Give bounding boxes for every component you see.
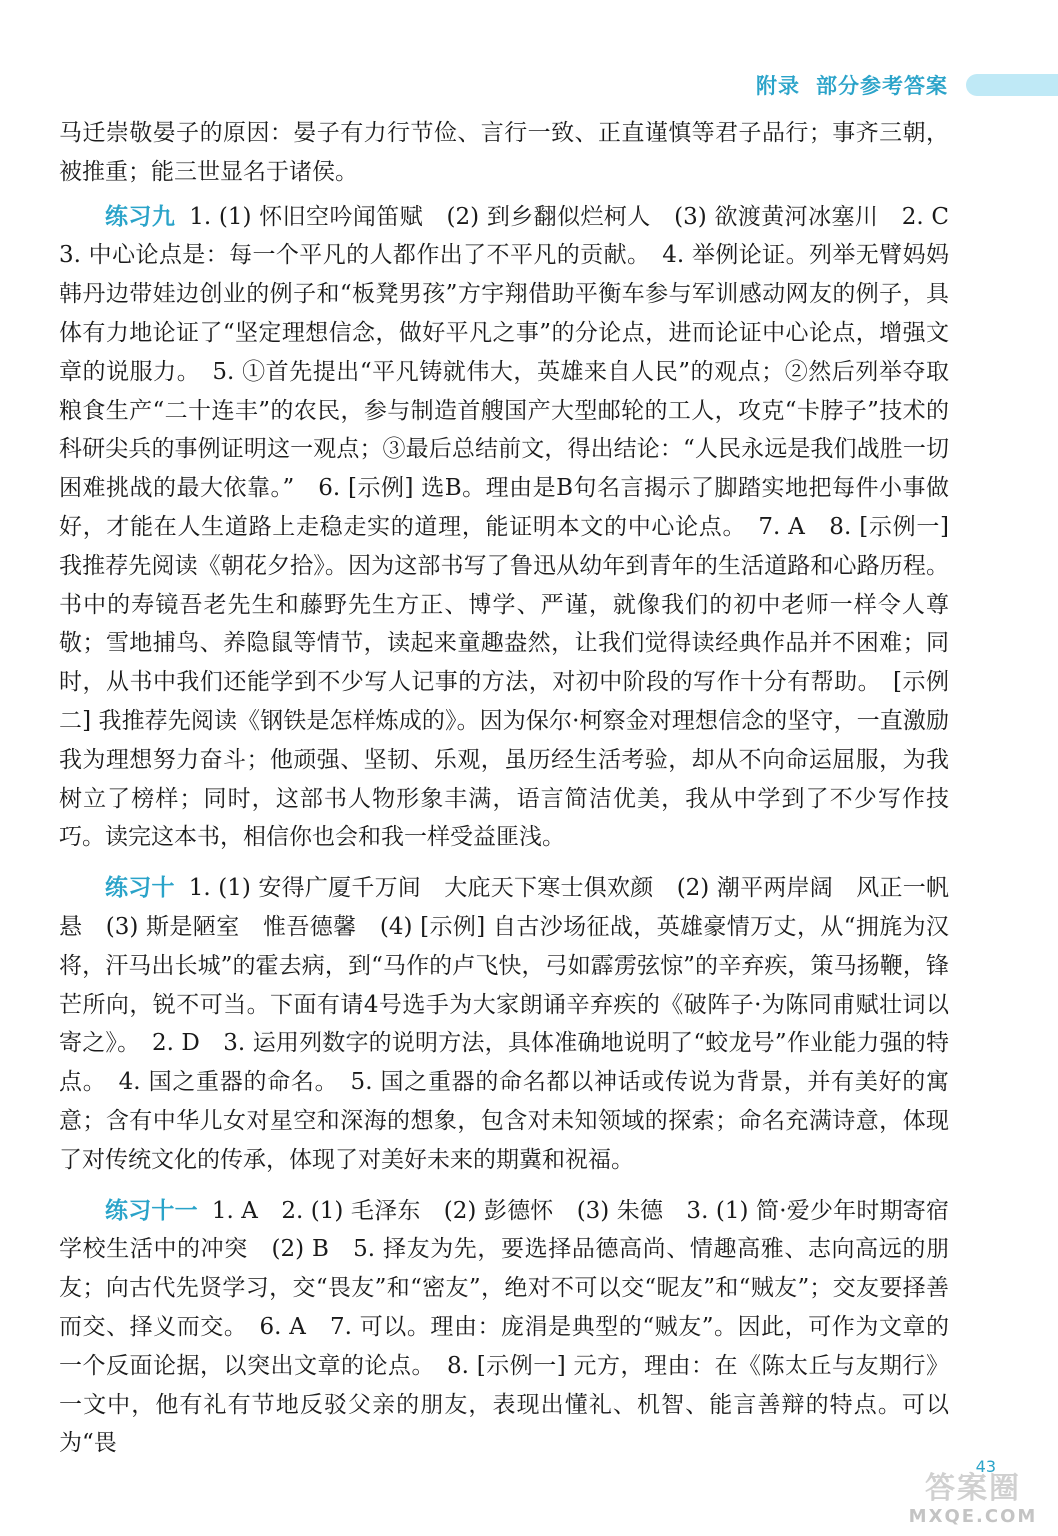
exercise-9 bbox=[59, 198, 973, 858]
answer-content bbox=[59, 114, 973, 1463]
exercise-11 bbox=[59, 1192, 949, 1464]
page-header bbox=[756, 68, 1058, 102]
exercise-11-title: 练习十一 bbox=[105, 1197, 198, 1224]
exercise-10 bbox=[59, 869, 949, 1179]
exercise-10-title: 练习十 bbox=[105, 875, 175, 902]
exercise-9-title: 练习九 bbox=[105, 203, 176, 230]
header-section: 附录 bbox=[756, 74, 800, 98]
page-number: 43 bbox=[975, 1457, 996, 1476]
header-text bbox=[756, 70, 948, 100]
watermark-logo bbox=[898, 1472, 1048, 1532]
exercise-9-body: 1. (1) 怀旧空吟闻笛赋 (2) 到乡翻似烂柯人 (3) 欲渡黄河冰塞川 2. C 3. 中心论点是：每一个平凡的人都作出了不平凡的贡献。 4. 举例论证。列举无臂妈妈韩丹边带娃边创业的例子和“板凳男孩”方宇翔借助平衡车参与军训感动网友的例子，具体有力地论证了“坚定理想信念，做好平凡之事”的分论点，进而论证中心论点，增强文章的说服力。 5. ①首先提出“平凡铸就伟大，英雄来自人民”的观点；②然后列举夺取粮食生产“二十连丰”的农民，参与制造首艘国产大型邮轮的工人，攻克“卡脖子”技术的科研尖兵的事例证明这一观点；③最后总结前文，得出结论：“人民永远是我们战胜一切困难挑战的最大依靠。” 6. [示例] 选B。理由是B句名言揭示了脚踏实地把每件小事做好，才能在人生道路上走稳走实的道理，能证明本文的中心论点。 7. A 8. [示例一] 我推荐先阅读《朝花夕拾》。因为这部书写了鲁迅从幼年到青年的生活道路和心路历程。书中的寿镜吾老先生和藤野先生方正、博学、严谨，就像我们的初中老师一样令人尊敬；雪地捕鸟、养隐鼠等情节，读起来童趣盎然，让我们觉得读经典作品并不困难；同时，从书中我们还能学到不少写人记事的方法，对初中阶段的写作十分有帮助。 [示例二] 我推荐先阅读《钢铁是怎样炼成的》。因为保尔·柯察金对理想信念的坚守，一直激励我为理想努力奋斗；他顽强、坚韧、乐观，虽历经生活考验，却从不向命运屈服，为我树立了榜样；同时，这部书人物形象丰满，语言简洁优美，我从中学到了不少写作技巧。读完这本书，相信你也会和我一样受益匪浅。 bbox=[59, 203, 973, 851]
exercise-11-body: 1. A 2. (1) 毛泽东 (2) 彭德怀 (3) 朱德 3. (1) 简·爱少年时期寄宿学校生活中的冲突 (2) B 5. 择友为先，要选择品德高尚、情趣高雅、志向高远的朋友；向古代先贤学习，交“畏友”和“密友”，绝对不可以交“昵友”和“贼友”；交友要择善而交、择义而交。 6. A 7. 可以。理由：庞涓是典型的“贼友”。因此，可作为文章的一个反面论据，以突出文章的论点。 8. [示例一] 元方，理由：在《陈太丘与友期行》一文中，他有礼有节地反驳父亲的朋友，表现出懂礼、机智、能言善辩的特点。可以为“畏 bbox=[59, 1197, 949, 1457]
header-decoration-bar bbox=[966, 74, 1058, 96]
watermark-line2: MXQE.COM bbox=[908, 1506, 1038, 1527]
exercise-10-body: 1. (1) 安得广厦千万间 大庇天下寒士俱欢颜 (2) 潮平两岸阔 风正一帆悬 (3) 斯是陋室 惟吾德馨 (4) [示例] 自古沙场征战，英雄豪情万丈，从“拥旄为汉将，汗马出长城”的霍去病，到“马作的卢飞快，弓如霹雳弦惊”的辛弃疾，策马扬鞭，锋芒所向，锐不可当。下面有请4号选手为大家朗诵辛弃疾的《破阵子·为陈同甫赋壮词以寄之》。 2. D 3. 运用列数字的说明方法，具体准确地说明了“蛟龙号”作业能力强的特点。 4. 国之重器的命名。 5. 国之重器的命名都以神话或传说为背景，并有美好的寓意；含有中华儿女对星空和深海的想象，包含对未知领域的探索；命名充满诗意，体现了对传统文化的传承，体现了对美好未来的期冀和祝福。 bbox=[59, 875, 950, 1173]
watermark-line1: 答案圈 bbox=[925, 1471, 1021, 1506]
intro-paragraph: 马迁崇敬晏子的原因：晏子有力行节俭、言行一致、正直谨慎等君子品行；事齐三朝，被推重；能三世显名于诸侯。 bbox=[59, 120, 949, 185]
header-title: 部分参考答案 bbox=[816, 74, 948, 98]
